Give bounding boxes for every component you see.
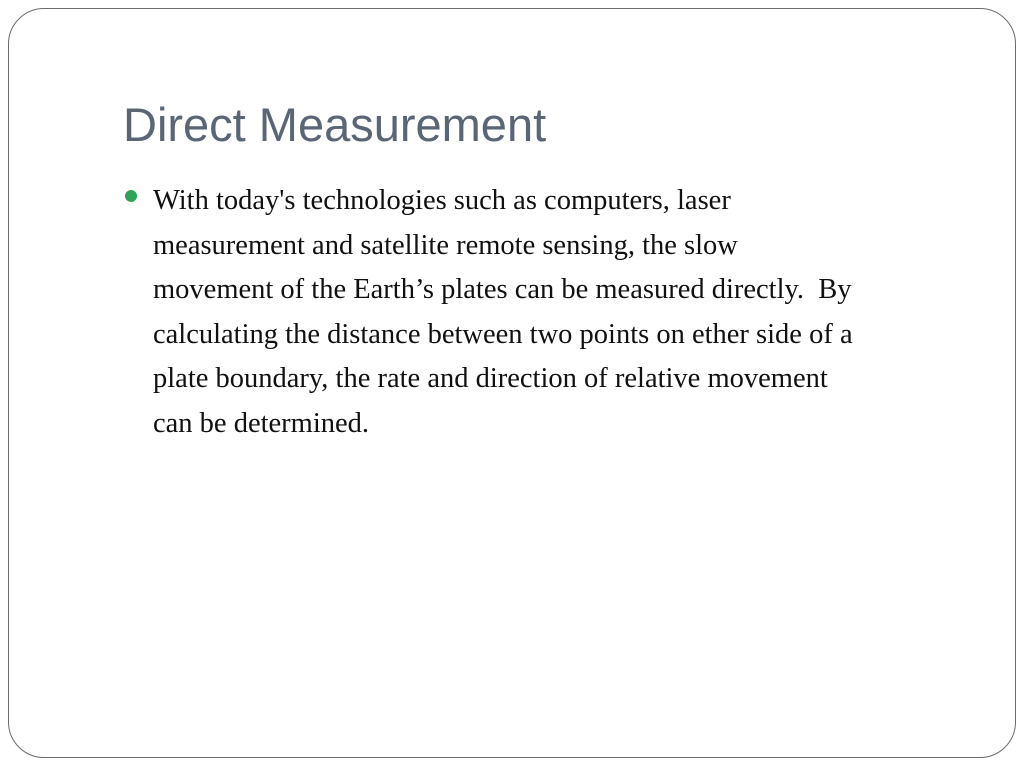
list-item bbox=[125, 179, 985, 446]
bullet-list bbox=[125, 179, 985, 446]
body-text-line: plate boundary, the rate and direction of relative movement bbox=[153, 363, 828, 394]
body-text-line: calculating the distance between two points on ether side of a bbox=[153, 318, 853, 350]
body-text-line: can be determined. bbox=[153, 407, 370, 439]
body-text-line: With today's technologies such as computers, laser bbox=[153, 185, 731, 216]
body-text-line: measurement and satellite remote sensing, the slow bbox=[153, 229, 738, 261]
bullet-dot-icon bbox=[125, 190, 137, 202]
body-text-line: movement of the Earth’s plates can be measured directly. By bbox=[153, 274, 852, 305]
slide-frame bbox=[8, 8, 1016, 758]
slide-title: Direct Measurement bbox=[123, 98, 547, 151]
